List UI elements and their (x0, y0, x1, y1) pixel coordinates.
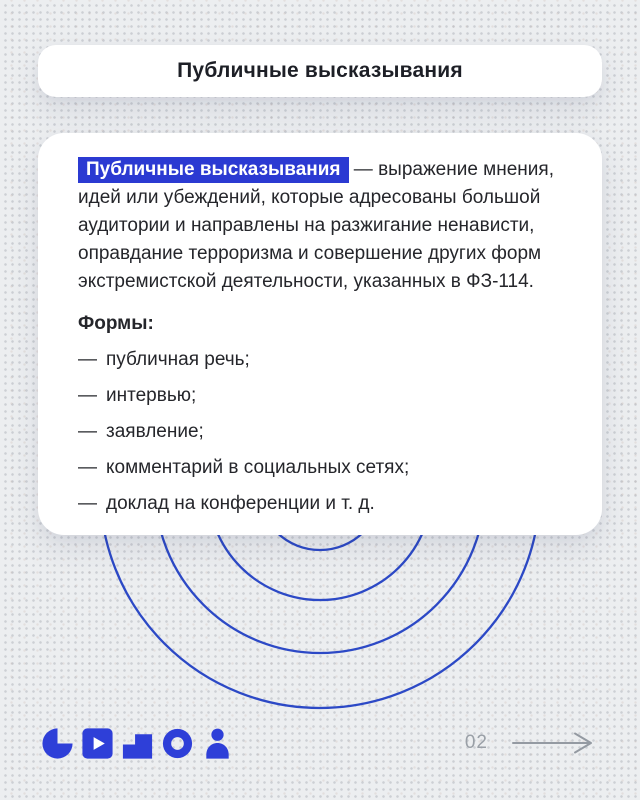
list-item-text: заявление; (106, 421, 204, 442)
list-item (78, 456, 566, 480)
list-item-text: доклад на конференции и т. д. (106, 493, 375, 514)
list-item-text: интервью; (106, 385, 197, 406)
next-arrow-icon[interactable] (510, 731, 596, 755)
header-card (38, 45, 602, 97)
stairs-chart-icon (120, 726, 155, 761)
list-item (78, 420, 566, 444)
highlighted-term: Публичные высказывания (78, 157, 349, 183)
pagination (465, 731, 596, 755)
content-card (38, 133, 602, 535)
donut-icon (160, 726, 195, 761)
brand-icons-row (40, 726, 235, 761)
list-dash: — (78, 385, 97, 406)
list-dash: — (78, 349, 97, 370)
page-number: 02 (464, 732, 488, 753)
list-item (78, 384, 566, 408)
list-item (78, 348, 566, 372)
list-dash: — (78, 493, 97, 514)
list-dash: — (78, 457, 97, 478)
list-item (78, 492, 566, 516)
list-item-text: публичная речь; (106, 349, 250, 370)
definition-paragraph (78, 156, 566, 296)
list-item-text: комментарий в социальных сетях; (106, 457, 410, 478)
play-icon (80, 726, 115, 761)
forms-heading: Формы: (78, 313, 154, 334)
list-dash: — (78, 421, 97, 442)
definition-text: — выражение мнения, идей или убеждений, которые адресованы большой аудитории и направлены на разжигание ненависти, оправдание терроризма и совершение других форм экстремистской деятельности, указанных в ФЗ-114. (78, 159, 554, 292)
page-title: Публичные высказывания (177, 59, 463, 82)
person-icon (200, 726, 235, 761)
pie-quarter-icon (40, 726, 75, 761)
footer (40, 722, 596, 764)
